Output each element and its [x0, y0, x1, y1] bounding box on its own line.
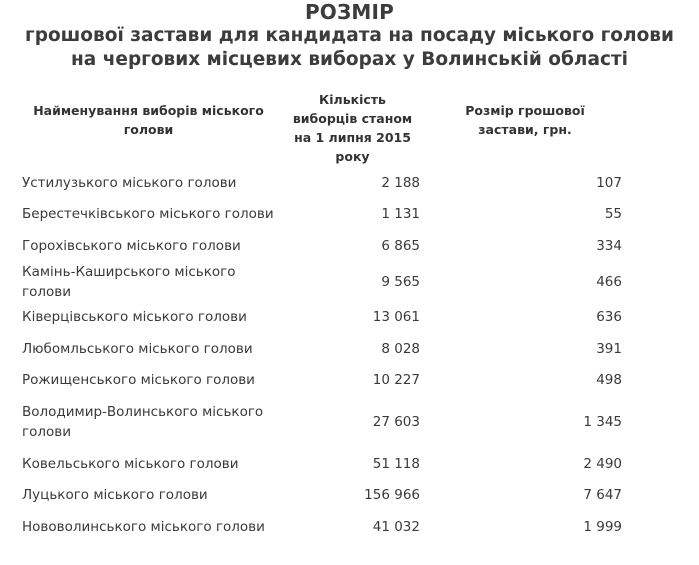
row-voters-count: 41 032	[372, 518, 420, 535]
row-voters-count: 2 188	[381, 174, 420, 191]
row-election-name: Берестечківського міського голови	[22, 206, 274, 223]
row-voters-count: 10 227	[372, 372, 420, 389]
row-deposit-amount: 334	[596, 237, 622, 254]
table-row	[16, 480, 626, 512]
row-deposit-amount: 466	[596, 273, 622, 290]
row-deposit-amount: 636	[596, 309, 622, 326]
table-row	[16, 333, 626, 365]
row-deposit-amount: 2 490	[583, 455, 622, 472]
row-election-name: Устилузького міського голови	[22, 174, 237, 191]
row-deposit-amount: 498	[596, 372, 622, 389]
row-election-name: Ковельського міського голови	[22, 455, 239, 472]
document-title	[0, 0, 699, 72]
row-deposit-amount: 1 999	[583, 518, 622, 535]
row-voters-count: 9 565	[381, 273, 420, 290]
title-line-1: грошової застави для кандидата на посаду міського голови	[25, 25, 674, 46]
row-election-name: Камінь-Каширського міського голови	[22, 263, 236, 300]
table-row	[16, 448, 626, 480]
row-election-name: Нововолинського міського голови	[22, 518, 265, 535]
header-election-name: Найменування виборів міського голови	[33, 103, 264, 137]
row-deposit-amount: 391	[596, 340, 622, 357]
row-deposit-amount: 7 647	[583, 487, 622, 504]
row-voters-count: 27 603	[372, 414, 420, 430]
row-election-name: Любомльського міського голови	[22, 340, 253, 357]
header-deposit-amount: Розмір грошової застави, грн.	[465, 103, 585, 137]
row-election-name: Рожищенського міського голови	[22, 372, 255, 389]
table-row	[16, 262, 626, 302]
table-row	[16, 365, 626, 397]
table-row	[16, 511, 626, 543]
row-election-name: Горохівського міського голови	[22, 237, 241, 254]
deposit-table	[16, 90, 626, 543]
row-voters-count: 51 118	[372, 455, 420, 472]
table-row	[16, 199, 626, 231]
table-row	[16, 396, 626, 448]
table-row	[16, 230, 626, 262]
header-voters-count: Кількість виборців станом на 1 липня 2015 року	[292, 92, 413, 164]
table-row	[16, 167, 626, 199]
row-voters-count: 6 865	[381, 237, 420, 254]
title-main: РОЗМІР	[304, 0, 395, 24]
row-election-name: Володимир-Волинського міського голови	[22, 404, 264, 440]
row-deposit-amount: 107	[596, 174, 622, 191]
row-election-name: Луцького міського голови	[22, 487, 208, 504]
row-voters-count: 1 131	[381, 206, 420, 223]
row-voters-count: 8 028	[381, 340, 420, 357]
row-deposit-amount: 1 345	[583, 414, 622, 430]
title-line-2: на чергових місцевих виборах у Волинській області	[70, 49, 628, 70]
table-header-row	[16, 90, 626, 167]
row-election-name: Ківерцівського міського голови	[22, 309, 247, 326]
row-voters-count: 13 061	[372, 309, 420, 326]
table-row	[16, 302, 626, 334]
row-deposit-amount: 55	[604, 206, 622, 223]
row-voters-count: 156 966	[364, 487, 420, 504]
